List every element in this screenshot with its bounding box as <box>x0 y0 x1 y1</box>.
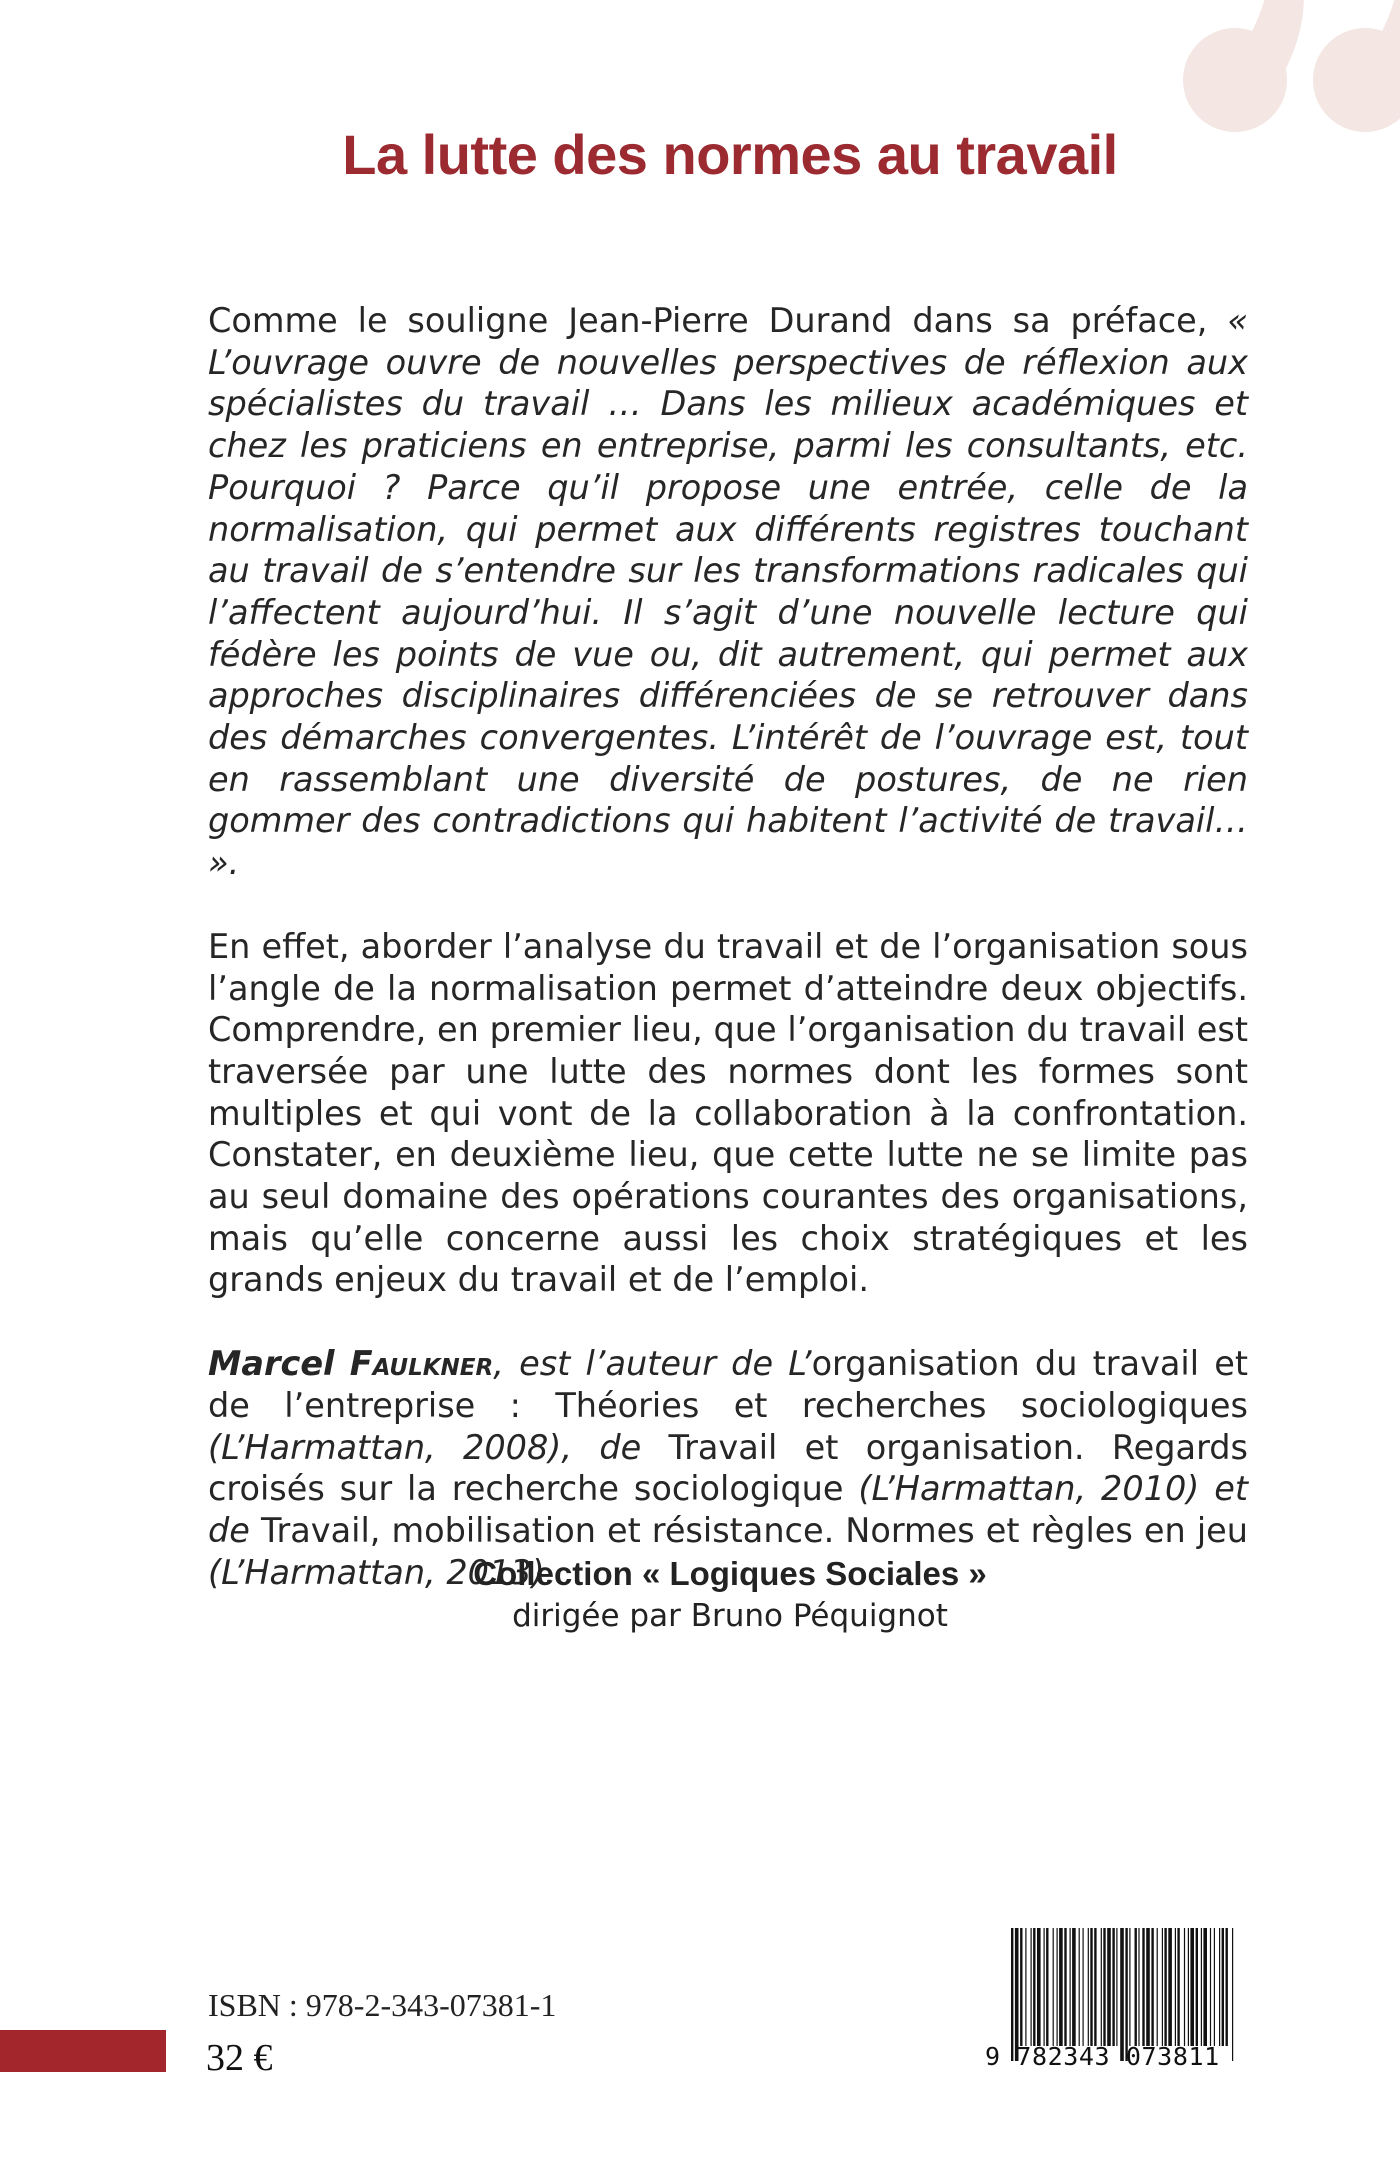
author-first-name: Marcel <box>208 1344 335 1384</box>
preface-quote-paragraph <box>208 300 1248 884</box>
objectives-paragraph: En effet, aborder l’analyse du travail et de l’organisation sous l’angle de la normalisation permet d’atteindre deux objectifs. Comprendre, en premier lieu, que l’organisation du travail est traversée par une lutte des normes dont les formes sont multiples et qui vont de la collaboration à la confrontation. Constater, en deuxième lieu, que cette lutte ne se limite pas au seul domaine des opérations courantes des organisations, mais qu’elle concerne aussi les choix stratégiques et les grands enjeux du travail et de l’emploi. <box>208 926 1248 1300</box>
bio-text-2: (L’Harmattan, 2008), de <box>208 1427 669 1467</box>
isbn: ISBN : 978-2-343-07381-1 <box>208 1987 557 2023</box>
price: 32 € <box>206 2037 273 2079</box>
book-title: La lutte des normes au travail <box>342 123 1118 186</box>
collection-title: Collection « Logiques Sociales » <box>473 1555 987 1592</box>
book-title-2: Travail et organisation. Regards croisés sur la recherche sociologique <box>208 1427 1248 1509</box>
bio-text-1: , est l’auteur de L’ <box>493 1344 812 1384</box>
collection-info <box>0 1553 1400 1637</box>
paragraph-intro: Comme le souligne Jean-Pierre Durand dans sa préface, <box>208 301 1228 340</box>
bio-text-4: (L’Harmattan, 2013). <box>208 1552 556 1592</box>
accent-bar <box>0 2030 166 2072</box>
book-title-3: Travail, mobilisation et résistance. Normes et règles en jeu <box>260 1510 1248 1550</box>
back-cover-text <box>208 300 1248 1635</box>
author-last-name: Faulkner <box>349 1344 494 1384</box>
book-title-1: organisation du travail et de l’entreprise : Théories et recherches sociologiques <box>208 1344 1249 1425</box>
barcode-digits: 9 782343 073811 <box>985 2042 1220 2071</box>
preface-quote: « L’ouvrage ouvre de nouvelles perspectives de réflexion aux spécialistes du travail … Dans les milieux académiques et chez les praticiens en entreprise, parmi les consultants, etc. Pourquoi ? Parce qu’il propose une entrée, celle de la normalisation, qui permet aux différents registres touchant au travail de s’entendre sur les transformations radicales qui l’affectent aujourd’hui. Il s’agit d’une nouvelle lecture qui fédère les points de vue ou, dit autrement, qui permet aux approches disciplinaires différenciées de se retrouver dans des démarches convergentes. L’intérêt de l’ouvrage est, tout en rassemblant une diversité de postures, de ne rien gommer des contradictions qui habitent l’activité de travail… ». <box>208 301 1248 883</box>
collection-director: dirigée par Bruno Péquignot <box>512 1598 948 1634</box>
bio-text-3: (L’Harmattan, 2010) et de <box>208 1469 1248 1550</box>
